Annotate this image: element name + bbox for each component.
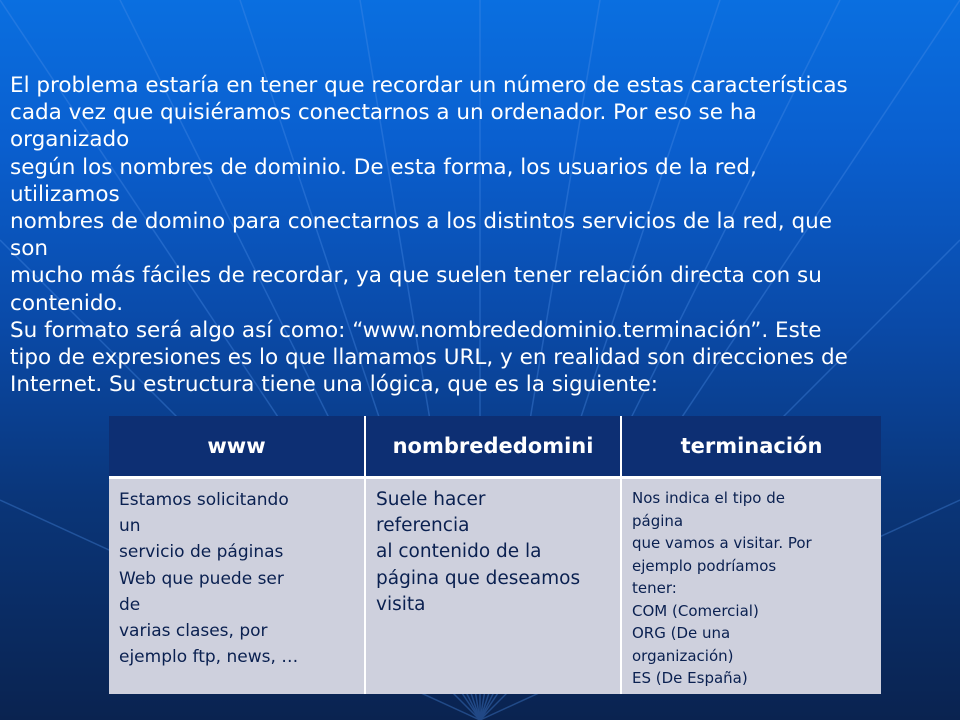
cell-line: página que deseamos (376, 567, 581, 589)
table-header-row (109, 416, 881, 478)
paragraph-line: son (10, 236, 48, 262)
paragraph (10, 72, 955, 398)
paragraph-line: utilizamos (10, 181, 120, 207)
cell-line: varias clases, por (119, 621, 268, 642)
header-termination: terminación (621, 416, 881, 478)
paragraph-line: nombres de domino para conectarnos a los distintos servicios de la red, que (10, 209, 832, 235)
cell-line: ES (De España) (632, 669, 748, 687)
paragraph-line: mucho más fáciles de recordar, ya que suelen tener relación directa con su (10, 263, 822, 289)
cell-line: Suele hacer (376, 489, 486, 510)
paragraph-line: organizado (10, 127, 130, 153)
cell-line: COM (Comercial) (632, 601, 759, 620)
paragraph-line: tipo de expresiones es lo que llamamos URL, y en realidad son direcciones de (10, 345, 848, 371)
table-row (109, 478, 881, 694)
cell-line: ORG (De una (632, 624, 731, 642)
header-www: www (109, 416, 365, 478)
cell-line: Estamos solicitando (119, 490, 289, 510)
cell-termination-description (621, 478, 881, 694)
paragraph-line: contenido. (10, 290, 124, 316)
cell-domain-description (365, 478, 621, 694)
cell-line: referencia (376, 515, 470, 537)
cell-line: Web que puede ser (119, 568, 284, 589)
paragraph-line: cada vez que quisiéramos conectarnos a un ordenador. Por eso se ha (10, 100, 757, 126)
cell-line: que vamos a visitar. Por (632, 534, 812, 552)
paragraph-line: según los nombres de dominio. De esta forma, los usuarios de la red, (10, 154, 757, 180)
header-domain: nombrededomini (365, 416, 621, 478)
cell-line: página (632, 511, 684, 530)
cell-line: ejemplo ftp, news, … (119, 647, 299, 668)
cell-line: Nos indica el tipo de (632, 489, 785, 507)
cell-line: organización) (632, 646, 734, 665)
cell-line: ejemplo podríamos (632, 556, 777, 575)
cell-line: tener: (632, 579, 677, 597)
paragraph-line: Su formato será algo así como: “www.nombrededominio.terminación”. Este (10, 317, 822, 343)
cell-line: de (119, 594, 141, 615)
paragraph-line: Internet. Su estructura tiene una lógica, que es la siguiente: (10, 372, 658, 398)
cell-line: servicio de páginas (119, 542, 284, 563)
cell-line: visita (376, 593, 426, 615)
cell-line: al contenido de la (376, 541, 542, 563)
cell-www-description (109, 478, 365, 694)
cell-line: un (119, 516, 141, 537)
paragraph-line: El problema estaría en tener que recordar un número de estas características (10, 73, 848, 98)
url-structure-table (109, 416, 881, 694)
